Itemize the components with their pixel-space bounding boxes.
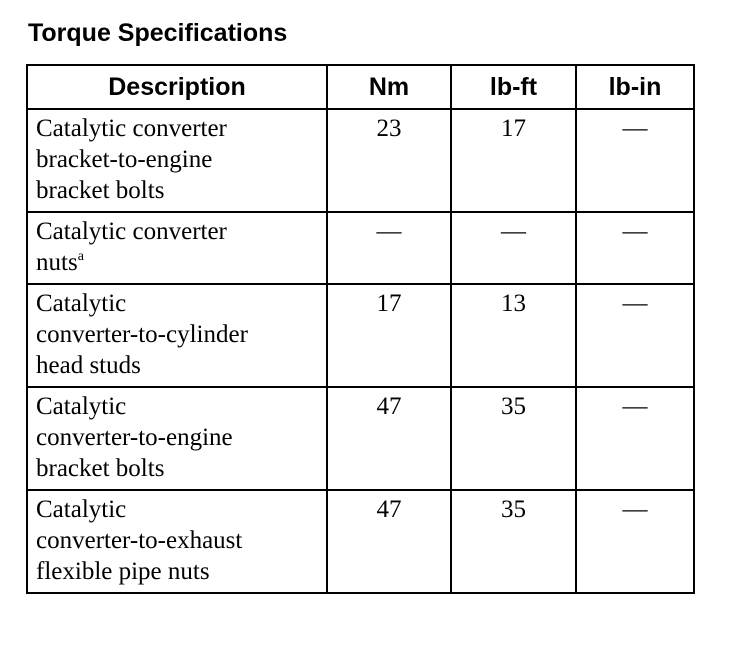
table-row bbox=[27, 387, 694, 490]
lb-ft-value: 35 bbox=[451, 490, 576, 593]
description-line: bracket bolts bbox=[36, 455, 165, 482]
description-cell bbox=[27, 387, 327, 490]
description-line: converter-to-engine bbox=[36, 424, 233, 451]
column-header-lb-in: lb-in bbox=[576, 65, 694, 109]
column-header-nm: Nm bbox=[327, 65, 451, 109]
table-header-row bbox=[27, 65, 694, 109]
lb-in-value: — bbox=[576, 284, 694, 387]
description-line: bracket bolts bbox=[36, 177, 165, 204]
lb-ft-value: 17 bbox=[451, 109, 576, 212]
description-cell bbox=[27, 109, 327, 212]
nm-value: 47 bbox=[327, 387, 451, 490]
description-line: Catalytic bbox=[36, 496, 127, 523]
description-cell bbox=[27, 212, 327, 284]
lb-in-value: — bbox=[576, 387, 694, 490]
description-line: Catalytic converter bbox=[36, 115, 227, 142]
table-row bbox=[27, 212, 694, 284]
description-line: Catalytic converter bbox=[36, 218, 227, 245]
description-line: head studs bbox=[36, 352, 141, 379]
nm-value: 17 bbox=[327, 284, 451, 387]
column-header-description: Description bbox=[27, 65, 327, 109]
page-title: Torque Specifications bbox=[28, 19, 288, 47]
description-line: converter-to-exhaust bbox=[36, 527, 243, 554]
description-line bbox=[36, 247, 318, 278]
lb-in-value: — bbox=[576, 490, 694, 593]
description-cell bbox=[27, 284, 327, 387]
lb-ft-value: — bbox=[451, 212, 576, 284]
nm-value: — bbox=[327, 212, 451, 284]
description-line: Catalytic bbox=[36, 393, 127, 420]
lb-in-value: — bbox=[576, 109, 694, 212]
nm-value: 47 bbox=[327, 490, 451, 593]
footnote-marker: a bbox=[77, 249, 84, 264]
description-text: nuts bbox=[36, 249, 78, 276]
table-row bbox=[27, 284, 694, 387]
lb-ft-value: 35 bbox=[451, 387, 576, 490]
table-row bbox=[27, 490, 694, 593]
nm-value: 23 bbox=[327, 109, 451, 212]
column-header-lb-ft: lb-ft bbox=[451, 65, 576, 109]
lb-ft-value: 13 bbox=[451, 284, 576, 387]
table-row bbox=[27, 109, 694, 212]
description-line: converter-to-cylinder bbox=[36, 321, 248, 348]
description-cell bbox=[27, 490, 327, 593]
lb-in-value: — bbox=[576, 212, 694, 284]
description-line: bracket-to-engine bbox=[36, 146, 213, 173]
description-line: flexible pipe nuts bbox=[36, 558, 210, 585]
description-line: Catalytic bbox=[36, 290, 127, 317]
torque-specifications-table bbox=[26, 64, 695, 594]
